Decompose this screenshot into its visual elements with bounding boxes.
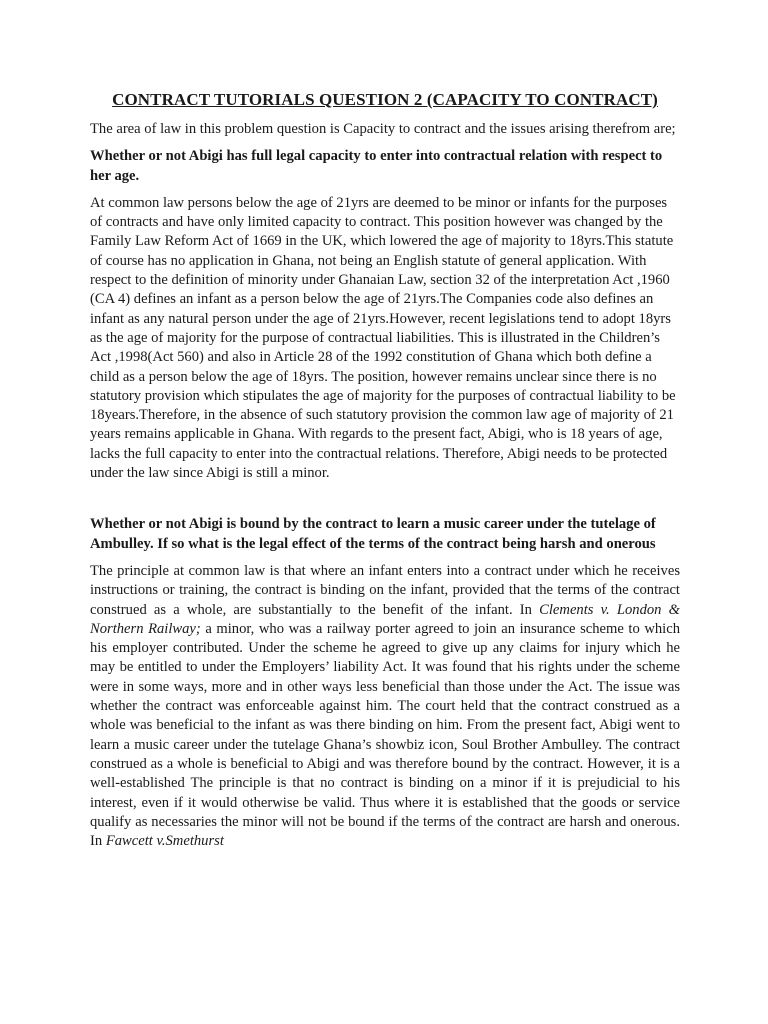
section-spacer xyxy=(90,491,680,515)
issue-heading-capacity: Whether or not Abigi has full legal capacity to enter into contractual relation with respect to her age. xyxy=(90,148,663,184)
document-title: CONTRACT TUTORIALS QUESTION 2 (CAPACITY TO CONTRACT) xyxy=(112,90,658,109)
capacity-analysis-paragraph: At common law persons below the age of 21yrs are deemed to be minor or infants for the purposes of contracts and have only limited capacity to contract. This position however was changed by the Family Law Reform Act of 1669 in the UK, which lowered the age of majority to 18yrs.This statute of course has no application in Ghana, not being an English statute of general application. With respect to the definition of minority under Ghanaian Law, section 32 of the interpretation Act ,1960 (CA 4) defines an infant as a person below the age of 21yrs.The Companies code also defines an infant as any natural person under the age of 21yrs.However, recent legislations tend to adopt 18yrs as the age of majority for the purpose of contractual liabilities. This is illustrated in the Children’s Act ,1998(Act 560) and also in Article 28 of the 1992 constitution of Ghana which both define a child as a person below the age of 18yrs. The position, however remains unclear since there is no statutory provision which stipulates the age of majority for the purposes of contractual liability to be 18years.Therefore, in the absence of such statutory provision the common law age of majority of 21 years remains applicable in Ghana. With regards to the present fact, Abigi, who is 18 years of age, lacks the full capacity to enter into the contractual relations. Therefore, Abigi needs to be protected under the law since Abigi is still a minor. xyxy=(90,194,676,482)
binding-contract-analysis-paragraph xyxy=(90,562,680,851)
intro-paragraph: The area of law in this problem question is Capacity to contract and the issues arising therefrom are; xyxy=(90,121,676,137)
case-citation: Clements v. London & Northern Railway; xyxy=(90,601,680,637)
case-citation: Fawcett v.Smethurst xyxy=(105,833,224,850)
document-page xyxy=(90,90,680,859)
paragraph-text: The principle at common law is that where an infant enters into a contract under which he receives instructions or training, the contract is binding on the infant, provided that the terms of the contract construed as a whole, are substantially to the benefit of the infant. In xyxy=(90,562,680,618)
paragraph-text: a minor, who was a railway porter agreed to join an insurance scheme to which his employer contributed. Under the scheme he agreed to give up any claims for injury which he may be entitled to under the Employers’ liability Act. It was found that his rights under the scheme were in some ways, more and in other ways less beneficial than those under the Act. The issue was whether the contract was enforceable against him. The court held that the contract construed as a whole was beneficial to the infant as was there binding on him. From the present fact, Abigi went to learn a music career under the tutelage Ghana’s showbiz icon, Soul Brother Ambulley. The contract construed as a whole is beneficial to Abigi and was therefore bound by the contract. However, it is a well-established The principle is that no contract is binding on a minor if it is prejudicial to his interest, even if it would otherwise be valid. Thus where it is established that the goods or service qualify as necessaries the minor will not be bound if the terms of the contract are harsh and onerous. In xyxy=(90,620,680,850)
issue-heading-binding-contract: Whether or not Abigi is bound by the contract to learn a music career under the tutelage of Ambulley. If so what is the legal effect of the terms of the contract being harsh and onerous xyxy=(90,516,656,552)
